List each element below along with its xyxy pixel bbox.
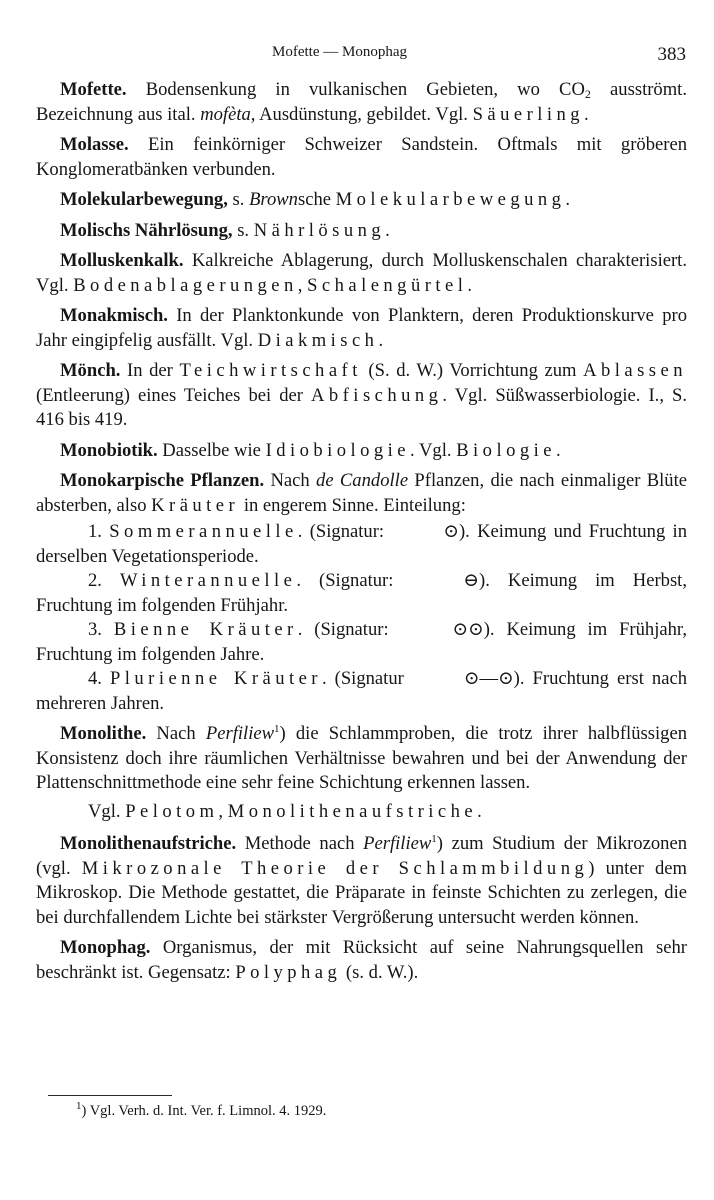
cross-reference: Säuerling	[472, 103, 585, 125]
entry-text: .	[555, 439, 561, 461]
list-number: 3.	[88, 619, 114, 640]
cross-reference: Idiobiologie	[265, 439, 411, 461]
entry-text: (S. d. W.) Vorrichtung zum	[361, 360, 584, 381]
footnote-marker: 1	[274, 722, 280, 735]
italic-term: Perfiliew	[363, 833, 432, 854]
headword: Monolithenaufstriche.	[60, 833, 237, 854]
footnote-text: ) Vgl. Verh. d. Int. Ver. f. Limnol. 4. 1929.	[81, 1103, 327, 1119]
italic-term: Brown	[249, 189, 298, 210]
signature-symbol: ⊖	[463, 570, 480, 591]
cross-reference: Biologie	[456, 439, 556, 461]
headword: Mönch.	[60, 360, 121, 381]
list-number: 4.	[88, 668, 110, 689]
list-number: 1.	[88, 521, 110, 542]
entry-monophag	[36, 936, 687, 985]
entry-monolithe	[36, 722, 687, 796]
cross-reference: Nährlösung	[253, 219, 386, 241]
entry-text: Ein feinkörniger Schweizer Sandstein. Oftmals mit gröberen Konglomeratbänken verbunden.	[36, 134, 687, 180]
entry-text: Methode nach	[236, 833, 364, 854]
cross-reference: Plurienne Kräuter	[109, 668, 322, 689]
entry-text: ) unter dem Mikroskop. Die Methode gestattet, die Präparate in feinste Schichten zu zerlegen, die bei durchfallendem Lichte bei stärkster Vergrößerung untersucht werden können.	[36, 857, 687, 928]
entry-text: Nach	[146, 723, 206, 744]
entry-text: s.	[227, 189, 250, 210]
cross-reference: Diakmisch	[257, 329, 379, 351]
entry-text: ausströmt. Bezeichnung aus ital.	[36, 79, 687, 125]
headword: Molekularbewegung,	[60, 189, 228, 210]
headword: Molischs Nährlösung,	[60, 219, 233, 241]
entry-text: Nach	[264, 470, 317, 491]
entry-text: . (Signatur:	[297, 619, 401, 640]
entry-text: (Entleerung) eines Teiches bei der	[36, 384, 311, 406]
entry-text: . Vgl.	[410, 439, 457, 461]
running-head	[0, 44, 714, 68]
entry-text: ). Keimung und Fruchtung in derselben Vegetationsperiode.	[36, 521, 687, 567]
cross-reference: Winterannuelle	[119, 570, 297, 591]
cross-reference: Bienne Kräuter	[113, 619, 298, 640]
entry-text: (s. d. W.).	[341, 961, 419, 983]
cross-reference: Sommerannuelle	[109, 521, 298, 542]
cross-reference: Ablassen	[583, 360, 687, 381]
signature-symbol: ⊙⊙	[452, 619, 484, 640]
headword: Mofette.	[60, 79, 127, 100]
cross-reference: Molekularbewegung	[335, 189, 566, 210]
list-item	[36, 618, 687, 667]
cross-reference: Bodenablagerungen	[73, 274, 298, 296]
list-item	[36, 667, 687, 716]
footnote-marker: 1	[431, 832, 437, 845]
footnote-marker: 1	[76, 1100, 82, 1113]
entry-text: . Vgl. Süßwasserbiologie. I., S. 416 bis 419.	[36, 384, 688, 430]
headword: Monolithe.	[60, 723, 147, 744]
headword: Molasse.	[60, 134, 129, 155]
dictionary-body	[36, 78, 687, 991]
headword: Monakmisch.	[60, 305, 168, 326]
page-number: 383	[657, 44, 686, 65]
list-item	[36, 569, 687, 618]
entry-monokarpische-pflanzen	[36, 469, 687, 518]
entry-text: sche	[297, 189, 336, 210]
entry-molasse	[36, 133, 687, 182]
entry-text: .	[467, 274, 472, 296]
entry-text: Organismus, der mit Rücksicht auf seine Nahrungsquellen sehr beschränkt ist. Gegensatz:	[36, 937, 687, 983]
entry-moench	[36, 359, 687, 433]
entry-text: ). Keimung im Frühjahr, Fruchtung im folgenden Jahre.	[36, 619, 688, 665]
entry-monobiotik	[36, 439, 687, 464]
subscript: 2	[584, 87, 591, 101]
entry-text: Ausdünstung, gebildet. Vgl.	[255, 103, 473, 125]
signature-symbol: ⊙	[443, 521, 459, 542]
entry-text: .	[378, 329, 384, 351]
footnote	[76, 1100, 327, 1120]
headword: Monokarpische Pflanzen.	[60, 470, 265, 491]
entry-text: .	[565, 189, 571, 210]
entry-text: Vgl.	[88, 800, 126, 822]
entry-text: .	[584, 103, 589, 125]
entry-molischs-naehrloesung	[36, 219, 687, 244]
entry-text: ) die Schlammproben, die trotz ihrer halbflüssigen Konsistenz doch ihre räumlichen Verhältnisse bewahren und bei der Anwendung der Plattenschnittmethode eine sehr feine Schichtung erkennen lassen.	[36, 723, 687, 793]
signature-symbol: ⊙—⊙	[463, 668, 514, 689]
entry-monakmisch	[36, 304, 687, 353]
cross-reference: Pelotom	[125, 800, 219, 822]
entry-text: Pflanzen, die nach einmaliger Blüte absterben, also	[36, 470, 688, 516]
cross-reference: Teichwirtschaft	[179, 360, 362, 381]
entry-molluskenkalk	[36, 249, 687, 298]
entry-text: in engerem Sinne. Einteilung:	[239, 494, 466, 516]
list-item	[36, 520, 687, 569]
see-also-line	[36, 800, 687, 825]
cross-reference: Schalengürtel	[307, 274, 468, 296]
entry-text: . (Signatur:	[296, 570, 412, 591]
entry-text: Kalkreiche Ablagerung, durch Molluskenschalen charakterisiert. Vgl.	[36, 250, 687, 296]
entry-monolithenaufstriche	[36, 832, 687, 930]
entry-mofette	[36, 78, 687, 127]
italic-term: de Candolle	[316, 470, 409, 491]
cross-reference: Polyphag	[235, 961, 342, 983]
cross-reference: Monolithenaufstriche	[227, 800, 478, 822]
entry-text: In der	[120, 360, 180, 381]
entry-molekularbewegung	[36, 188, 687, 213]
entry-text: In der Planktonkunde von Planktern, deren Produktionskurve pro Jahr eingipfelig ausfällt. Vgl.	[36, 305, 687, 351]
entry-text: s.	[232, 219, 254, 241]
entry-text: ). Keimung im Herbst, Fruchtung im folgenden Frühjahr.	[36, 570, 687, 616]
entry-text: Bodensenkung in vulkanischen Gebieten, wo CO	[126, 79, 585, 100]
headword: Molluskenkalk.	[60, 250, 184, 271]
entry-text: ) zum Studium der Mikrozonen (vgl.	[36, 833, 688, 879]
italic-term: mofèta,	[200, 103, 256, 125]
entry-text: ,	[297, 274, 308, 296]
italic-term: Perfiliew	[205, 723, 275, 744]
entry-text: . (Signatur:	[297, 521, 392, 542]
entry-text: ). Fruchtung erst nach mehreren Jahren.	[36, 668, 687, 714]
cross-reference: Abfischung	[311, 384, 443, 406]
cross-reference: Kräuter	[151, 494, 240, 516]
list-number: 2.	[88, 570, 120, 591]
entry-text: . (Signatur	[321, 668, 412, 689]
cross-reference: Mikrozonale Theorie der Schlammbildung	[81, 857, 589, 879]
entry-text: ,	[218, 800, 228, 822]
headword: Monophag.	[60, 937, 151, 958]
entry-text: Dasselbe wie	[157, 439, 266, 461]
headword: Monobiotik.	[60, 439, 158, 461]
entry-text: .	[477, 800, 482, 822]
entry-text: .	[385, 219, 390, 241]
running-head-title: Mofette — Monophag	[272, 44, 407, 60]
footnote-rule	[48, 1095, 172, 1096]
